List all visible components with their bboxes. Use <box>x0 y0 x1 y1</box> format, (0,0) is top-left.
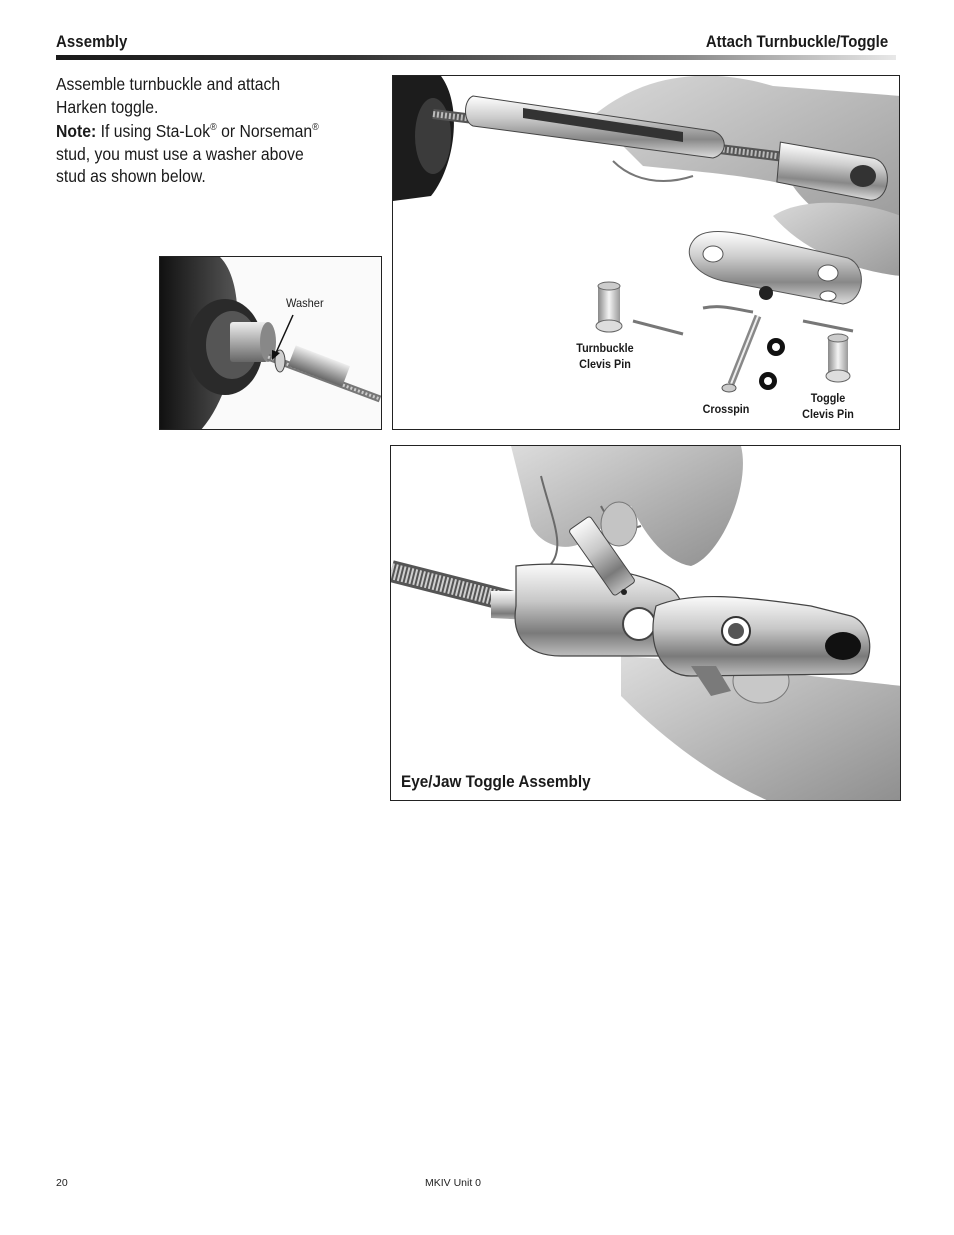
turnbuckle-clevis-pin-label-line2: Clevis Pin <box>579 357 631 371</box>
intro-note <box>56 120 326 188</box>
toggle-assembly-photo <box>390 445 901 801</box>
section-title: Assembly <box>56 32 128 51</box>
toggle-clevis-pin-label <box>790 390 866 422</box>
reg-mark-1: ® <box>210 122 217 133</box>
page-number: 20 <box>56 1177 68 1189</box>
toggle-assembly-caption: Eye/Jaw Toggle Assembly <box>401 772 591 791</box>
turnbuckle-clevis-pin-label-line1: Turnbuckle <box>576 341 634 355</box>
turnbuckle-parts-illustration <box>393 76 900 430</box>
intro-text <box>56 73 326 190</box>
washer-photo <box>159 256 382 430</box>
document-id: MKIV Unit 0 <box>425 1177 482 1189</box>
note-part2: or Norseman <box>221 121 313 141</box>
note-part3: stud, you must use a washer above stud as shown below. <box>56 143 304 186</box>
note-label: Note: <box>56 121 97 141</box>
toggle-assembly-illustration <box>391 446 901 801</box>
crosspin-label: Crosspin <box>702 402 750 416</box>
turnbuckle-clevis-pin-label <box>567 340 643 372</box>
intro-instruction: Assemble turnbuckle and attach Harken toggle. <box>56 74 281 117</box>
parts-photo <box>392 75 900 430</box>
toggle-clevis-pin-label-line2: Clevis Pin <box>802 407 854 421</box>
reg-mark-2: ® <box>312 122 319 133</box>
header-rule <box>56 55 896 60</box>
washer-label: Washer <box>286 296 324 310</box>
topic-title: Attach Turnbuckle/Toggle <box>705 32 888 51</box>
note-part1: If using Sta-Lok <box>100 121 211 141</box>
toggle-clevis-pin-label-line1: Toggle <box>810 391 846 405</box>
washer-illustration <box>160 257 382 430</box>
